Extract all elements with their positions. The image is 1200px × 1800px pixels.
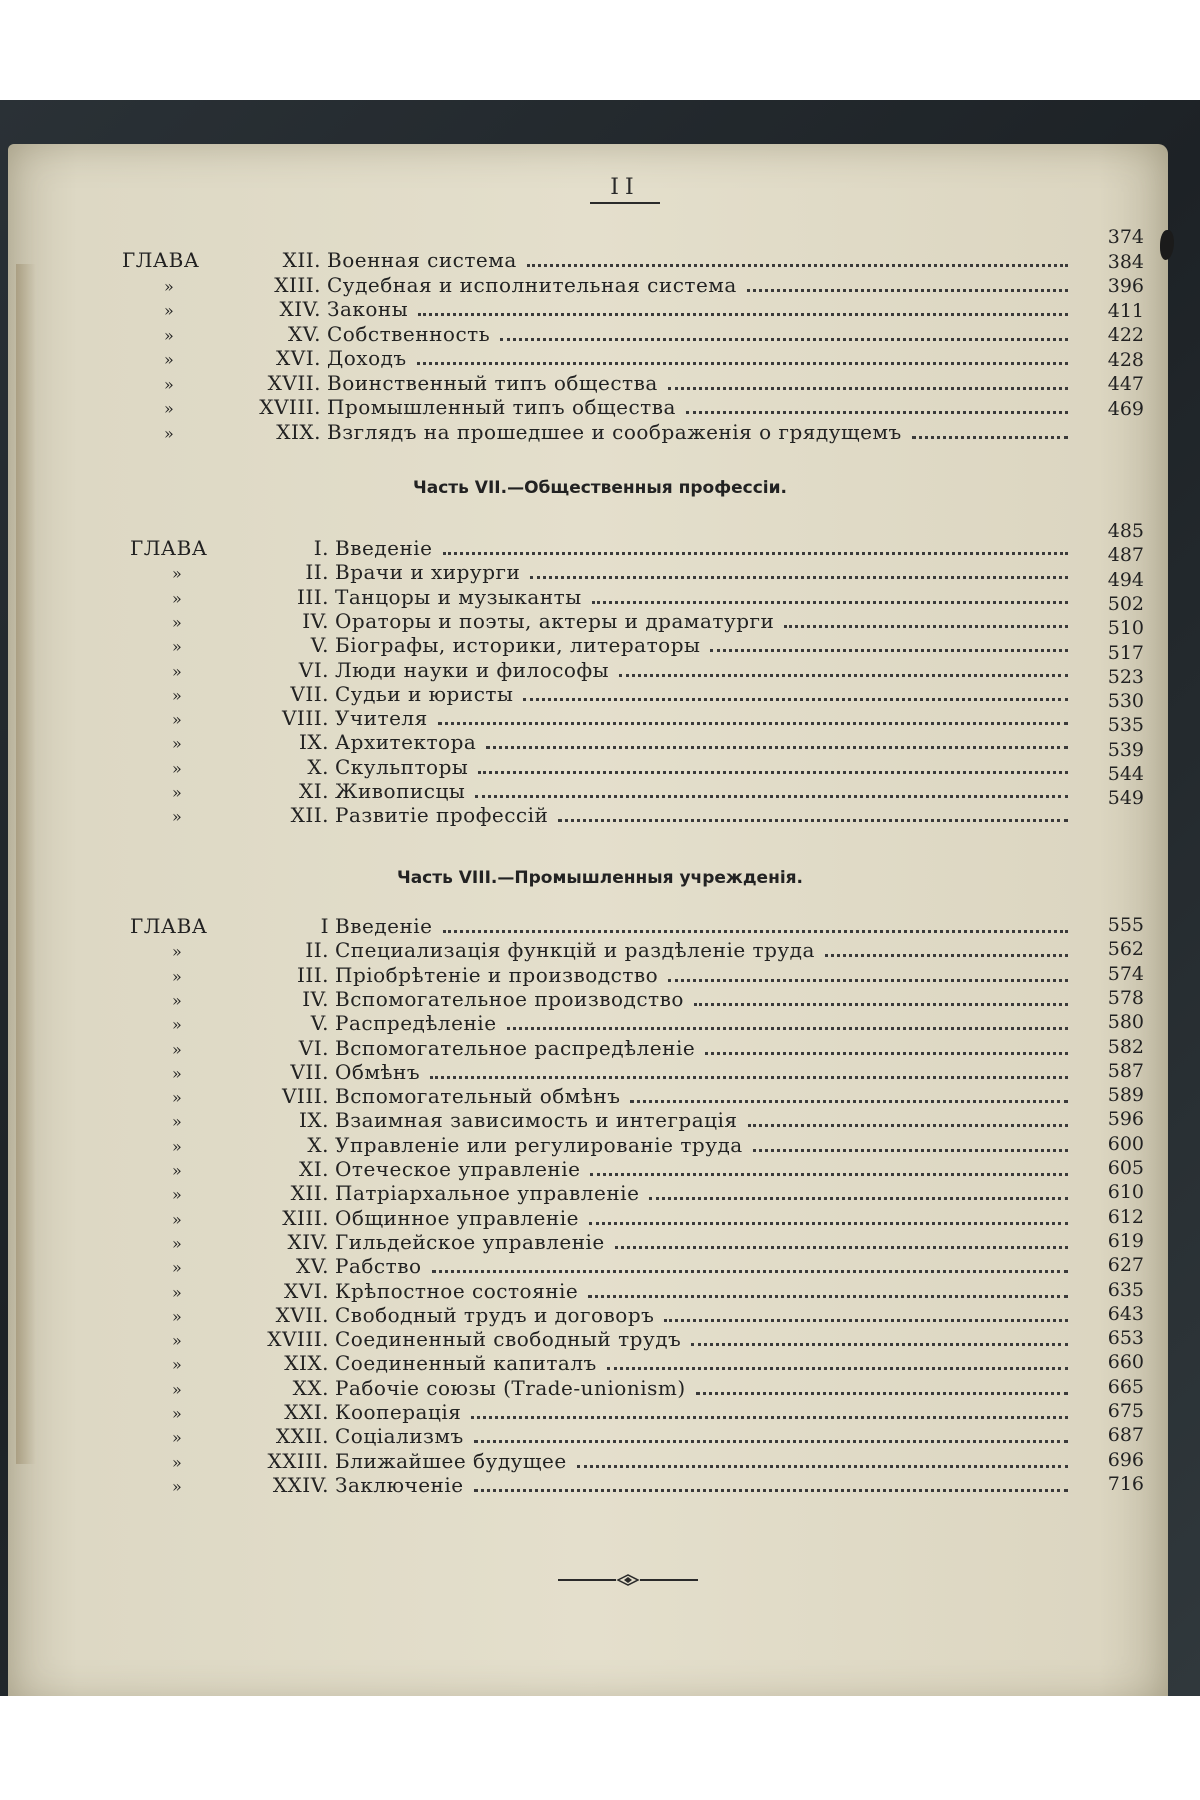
dot-leader	[784, 625, 1068, 628]
page-reference: 580	[1107, 1011, 1144, 1034]
chapter-title: Біографы, историки, литераторы	[335, 633, 701, 658]
chapter-number: XVI.	[276, 346, 321, 370]
chapter-title: Крѣпостное состояніе	[335, 1278, 579, 1303]
toc-entry	[122, 273, 1082, 299]
toc-prefix: »	[172, 1428, 183, 1448]
page-reference: 510	[1107, 617, 1144, 640]
toc-entry	[130, 1133, 1082, 1159]
page-reference: 619	[1107, 1229, 1144, 1252]
page-reference: 469	[1107, 397, 1144, 420]
chapter-number: XII.	[290, 803, 329, 828]
page-reference: 596	[1107, 1108, 1144, 1131]
chapter-number: IV.	[302, 986, 329, 1011]
chapter-number: II.	[305, 938, 329, 963]
toc-prefix: »	[164, 301, 175, 320]
page-reference: 549	[1107, 787, 1144, 810]
toc-entry	[130, 682, 1082, 708]
toc-prefix: »	[172, 1161, 183, 1180]
dot-leader	[417, 362, 1068, 365]
chapter-title: Учителя	[335, 706, 428, 731]
chapter-title: Свободный трудъ и договоръ	[335, 1302, 655, 1327]
chapter-title: Взглядъ на прошедшее и соображенія о грядущемъ	[327, 419, 902, 444]
page-reference: 574	[1107, 962, 1144, 985]
toc-entry	[122, 371, 1082, 397]
dot-leader	[475, 795, 1068, 798]
chapter-number: XIV.	[279, 297, 321, 321]
toc-entry	[130, 609, 1082, 635]
page-reference: 562	[1107, 938, 1144, 961]
chapter-title: Введеніе	[335, 536, 433, 560]
page-stain	[16, 264, 36, 1464]
chapter-title: Судьи и юристы	[335, 681, 514, 706]
chapter-title: Вспомогательный обмѣнъ	[335, 1084, 621, 1109]
chapter-number: XVIII.	[259, 395, 321, 419]
chapter-number: XVIII.	[267, 1327, 329, 1352]
toc-prefix: »	[172, 1185, 183, 1205]
dot-leader	[438, 722, 1068, 725]
dot-leader	[474, 1440, 1068, 1443]
page-reference: 600	[1107, 1132, 1144, 1155]
dot-leader	[668, 387, 1068, 390]
dot-leader	[443, 930, 1068, 933]
chapter-number: XI.	[299, 1157, 329, 1181]
toc-entry	[130, 730, 1082, 756]
chapter-number: II.	[305, 560, 329, 585]
dot-leader	[748, 1124, 1068, 1127]
toc-prefix: »	[172, 1306, 183, 1326]
dot-leader	[471, 1416, 1068, 1419]
chapter-title: Танцоры и музыканты	[335, 584, 582, 609]
toc-entry	[130, 1351, 1082, 1377]
chapter-number: XVII.	[275, 1302, 329, 1327]
toc-prefix: ГЛАВА	[122, 248, 200, 272]
chapter-title: Развитіе профессій	[335, 803, 549, 828]
toc-prefix: »	[172, 1136, 183, 1156]
chapter-number: VII.	[290, 681, 329, 706]
toc-entry	[130, 914, 1082, 940]
page-reference: 447	[1107, 373, 1144, 395]
toc-prefix: »	[172, 990, 183, 1010]
chapter-number: VII.	[290, 1059, 329, 1084]
toc-entry	[130, 1181, 1082, 1207]
page-reference: 517	[1107, 641, 1144, 664]
chapter-number: X.	[307, 1132, 329, 1157]
chapter-number: V.	[310, 1011, 329, 1036]
page-reference: 627	[1107, 1254, 1144, 1277]
chapter-title: Живописцы	[335, 779, 466, 803]
page-reference: 653	[1107, 1327, 1144, 1350]
ink-spot	[1160, 230, 1174, 260]
page-reference: 612	[1107, 1205, 1144, 1228]
toc-entry	[122, 322, 1082, 348]
dot-leader	[696, 1392, 1068, 1395]
chapter-title: Пріобрѣтеніе и производство	[335, 962, 659, 987]
toc-entry	[130, 1303, 1082, 1329]
chapter-number: XIII.	[274, 272, 321, 297]
toc-prefix: »	[172, 1112, 183, 1132]
page-reference: 384	[1107, 250, 1144, 273]
chapter-number: XVII.	[267, 370, 321, 395]
chapter-title: Соединенный свободный трудъ	[335, 1327, 682, 1352]
page-reference: 687	[1107, 1424, 1144, 1447]
page-reference: 502	[1107, 592, 1144, 615]
toc-entry	[130, 963, 1082, 989]
part-vii-heading: Часть VII.—Общественныя профессіи.	[413, 478, 787, 498]
toc-prefix: »	[172, 1015, 183, 1035]
toc-entry	[122, 346, 1082, 372]
toc-prefix: »	[172, 1233, 183, 1253]
chapter-number: I.	[313, 536, 329, 560]
toc-prefix: »	[172, 783, 183, 802]
chapter-title: Военная система	[327, 248, 517, 272]
chapter-number: XXIII.	[267, 1448, 329, 1473]
dot-leader	[430, 1076, 1068, 1079]
dot-leader	[686, 411, 1068, 414]
page-reference: 610	[1107, 1181, 1144, 1204]
toc-entry	[122, 297, 1082, 323]
chapter-number: XIV.	[287, 1229, 329, 1254]
page-reference: 665	[1107, 1375, 1144, 1398]
page-reference: 535	[1107, 714, 1144, 737]
toc-prefix: »	[172, 637, 183, 657]
page-reference: 716	[1107, 1472, 1144, 1495]
toc-prefix: »	[172, 734, 183, 754]
page-reference: 578	[1107, 986, 1144, 1009]
toc-prefix: »	[172, 1063, 183, 1083]
toc-prefix: »	[172, 807, 183, 827]
toc-entry	[130, 1449, 1082, 1475]
chapter-number: I	[320, 914, 329, 938]
toc-entry	[130, 1084, 1082, 1110]
page-reference: 696	[1107, 1448, 1144, 1471]
toc-prefix: »	[172, 1258, 183, 1278]
toc-entry	[130, 1424, 1082, 1450]
chapter-number: VI.	[298, 657, 329, 682]
page-reference: 643	[1107, 1302, 1144, 1325]
page-reference: 555	[1107, 914, 1144, 936]
chapter-title: Ближайшее будущее	[335, 1448, 567, 1473]
dot-leader	[523, 698, 1068, 701]
dot-leader	[478, 771, 1068, 774]
chapter-number: XXII.	[275, 1424, 329, 1449]
toc-prefix: »	[172, 1476, 183, 1496]
page-reference: 396	[1107, 275, 1144, 297]
toc-prefix: »	[172, 612, 183, 632]
dot-leader	[912, 436, 1068, 439]
chapter-title: Распредѣленіе	[335, 1011, 497, 1036]
dot-leader	[825, 954, 1068, 957]
part-viii-heading: Часть VIII.—Промышленныя учрежденія.	[396, 868, 804, 888]
page-reference: 428	[1107, 348, 1144, 371]
page-number: II	[590, 175, 660, 204]
chapter-title: Законы	[327, 297, 409, 321]
dot-leader	[507, 1027, 1068, 1030]
chapter-title: Обмѣнъ	[335, 1059, 421, 1084]
toc-entry	[130, 706, 1082, 732]
chapter-number: VIII.	[281, 1084, 329, 1109]
page-reference: 605	[1107, 1157, 1144, 1179]
dot-leader	[694, 1003, 1068, 1006]
chapter-number: IV.	[302, 608, 329, 633]
toc-entry	[130, 1279, 1082, 1305]
toc-entry	[130, 1206, 1082, 1232]
chapter-title: Вспомогательное распредѣленіе	[335, 1035, 696, 1060]
chapter-title: Введеніе	[335, 914, 433, 938]
chapter-number: XX.	[292, 1375, 329, 1400]
chapter-number: XIX.	[284, 1351, 329, 1376]
toc-prefix: »	[172, 1331, 183, 1351]
chapter-number: IX.	[299, 730, 329, 755]
chapter-number: IX.	[299, 1108, 329, 1133]
chapter-title: Скульпторы	[335, 754, 469, 779]
toc-entry	[122, 395, 1082, 421]
chapter-title: Ораторы и поэты, актеры и драматурги	[335, 608, 775, 633]
toc-entry	[130, 560, 1082, 586]
chapter-title: Отеческое управленіе	[335, 1157, 581, 1181]
chapter-title: Вспомогательное производство	[335, 986, 684, 1011]
page-reference: 635	[1107, 1278, 1144, 1301]
toc-prefix: »	[164, 423, 175, 443]
chapter-number: XXI.	[284, 1400, 329, 1424]
chapter-number: VI.	[298, 1035, 329, 1060]
toc-prefix: »	[172, 564, 183, 584]
dot-leader	[577, 1465, 1068, 1468]
dot-leader	[615, 1246, 1068, 1249]
toc-prefix: ГЛАВА	[130, 536, 208, 560]
toc-prefix: »	[172, 1209, 183, 1229]
toc-entry	[130, 1011, 1082, 1037]
chapter-number: VIII.	[281, 706, 329, 731]
toc-prefix: »	[172, 942, 183, 962]
dot-leader	[486, 746, 1068, 749]
chapter-number: XI.	[299, 779, 329, 803]
page-reference: 494	[1107, 568, 1144, 591]
page-reference: 582	[1107, 1035, 1144, 1058]
page-reference: 539	[1107, 738, 1144, 761]
dot-leader	[527, 264, 1068, 267]
chapter-title: Общинное управленіе	[335, 1205, 579, 1230]
page-reference: 411	[1107, 299, 1144, 322]
toc-prefix: »	[172, 1088, 183, 1108]
dot-leader	[443, 552, 1068, 555]
page-reference: 530	[1107, 690, 1144, 713]
toc-prefix: »	[172, 758, 183, 778]
dot-leader	[619, 674, 1068, 677]
toc-prefix: »	[172, 1039, 183, 1059]
page-reference: 487	[1107, 544, 1144, 567]
dot-leader	[474, 1489, 1068, 1492]
toc-prefix: »	[172, 685, 183, 705]
chapter-number: XII.	[282, 248, 321, 272]
toc-prefix: »	[164, 276, 175, 296]
chapter-title: Врачи и хирурги	[335, 560, 521, 585]
toc-prefix: »	[172, 966, 183, 986]
chapter-number: III.	[296, 962, 329, 987]
chapter-title: Взаимная зависимость и интеграція	[335, 1108, 738, 1133]
toc-prefix: »	[164, 399, 175, 418]
dot-leader	[649, 1197, 1068, 1200]
dot-leader	[664, 1319, 1068, 1322]
page-reference: 675	[1107, 1400, 1144, 1422]
toc-entry	[130, 755, 1082, 781]
chapter-title: Промышленный типъ общества	[327, 395, 676, 419]
toc-entry	[130, 1060, 1082, 1086]
chapter-title: Воинственный типъ общества	[327, 370, 658, 395]
chapter-title: Управленіе или регулированіе труда	[335, 1132, 743, 1157]
chapter-number: XXIV.	[272, 1472, 329, 1497]
dot-leader	[588, 1295, 1068, 1298]
toc-entry	[130, 1036, 1082, 1062]
toc-prefix: »	[172, 1452, 183, 1472]
toc-prefix: »	[164, 374, 175, 394]
chapter-title: Заключеніе	[335, 1472, 464, 1497]
ornament-divider	[558, 1574, 698, 1586]
dot-leader	[558, 819, 1068, 822]
toc-entry	[130, 585, 1082, 611]
toc-prefix: »	[172, 1379, 183, 1399]
chapter-title: Доходъ	[327, 346, 407, 370]
toc-entry	[130, 803, 1082, 829]
dot-leader	[607, 1367, 1068, 1370]
dot-leader	[691, 1343, 1068, 1346]
toc-entry	[130, 1473, 1082, 1499]
dot-leader	[432, 1270, 1069, 1273]
toc-entry	[130, 1400, 1082, 1426]
dot-leader	[592, 601, 1068, 604]
toc-entry	[130, 658, 1082, 684]
page-reference: 523	[1107, 665, 1144, 688]
chapter-number: V.	[310, 633, 329, 658]
toc-prefix: »	[164, 350, 175, 369]
chapter-title: Собственность	[327, 321, 491, 346]
chapter-title: Рабочіе союзы (Trade-unionism)	[335, 1375, 686, 1400]
chapter-title: Соціализмъ	[335, 1424, 464, 1449]
chapter-number: XII.	[290, 1181, 329, 1206]
toc-entry	[130, 1230, 1082, 1256]
dot-leader	[710, 649, 1068, 652]
page-reference: 485	[1107, 520, 1144, 542]
toc-entry	[130, 1327, 1082, 1353]
chapter-title: Специализація функцій и раздѣленіе труда	[335, 938, 815, 963]
dot-leader	[753, 1149, 1068, 1152]
dot-leader	[747, 289, 1068, 292]
toc-prefix: »	[172, 1355, 183, 1375]
toc-entry	[122, 248, 1082, 274]
chapter-title: Гильдейское управленіе	[335, 1229, 605, 1254]
toc-prefix: »	[172, 710, 183, 730]
toc-entry	[130, 938, 1082, 964]
chapter-title: Соединенный капиталъ	[335, 1351, 597, 1376]
chapter-number: III.	[296, 584, 329, 609]
chapter-number: X.	[307, 754, 329, 779]
chapter-number: XIII.	[282, 1205, 329, 1230]
chapter-number: XIX.	[276, 419, 321, 444]
toc-prefix: »	[172, 1404, 183, 1423]
toc-entry	[130, 536, 1082, 562]
toc-entry	[130, 1157, 1082, 1183]
page-reference: 422	[1107, 324, 1144, 346]
page-reference: 589	[1107, 1084, 1144, 1107]
chapter-number: XV.	[287, 321, 321, 346]
dot-leader	[530, 576, 1068, 579]
dot-leader	[589, 1222, 1068, 1225]
toc-entry	[130, 633, 1082, 659]
toc-entry	[130, 1254, 1082, 1280]
toc-entry	[130, 987, 1082, 1013]
toc-entry	[130, 779, 1082, 805]
toc-entry	[130, 1376, 1082, 1402]
toc-prefix: »	[172, 588, 183, 608]
page-reference: 587	[1107, 1059, 1144, 1082]
dot-leader	[590, 1173, 1068, 1176]
chapter-title: Архитектора	[335, 730, 477, 755]
dot-leader	[418, 313, 1068, 316]
toc-entry	[130, 1108, 1082, 1134]
chapter-title: Судебная и исполнительная система	[327, 272, 737, 297]
toc-prefix: »	[172, 661, 183, 681]
chapter-title: Патріархальное управленіе	[335, 1181, 640, 1206]
page-reference: 374	[1107, 226, 1144, 248]
dot-leader	[500, 338, 1068, 341]
dot-leader	[668, 979, 1068, 982]
chapter-title: Люди науки и философы	[335, 657, 610, 682]
dot-leader	[630, 1100, 1068, 1103]
toc-prefix: »	[164, 325, 175, 345]
chapter-title: Кооперація	[335, 1400, 462, 1424]
toc-prefix: »	[172, 1282, 183, 1302]
dot-leader	[705, 1052, 1068, 1055]
chapter-number: XVI.	[284, 1278, 329, 1303]
chapter-title: Рабство	[335, 1254, 422, 1279]
page-reference: 544	[1107, 763, 1144, 785]
toc-entry	[122, 420, 1082, 446]
page-reference: 660	[1107, 1351, 1144, 1374]
toc-prefix: ГЛАВА	[130, 914, 208, 938]
chapter-number: XV.	[295, 1254, 329, 1279]
